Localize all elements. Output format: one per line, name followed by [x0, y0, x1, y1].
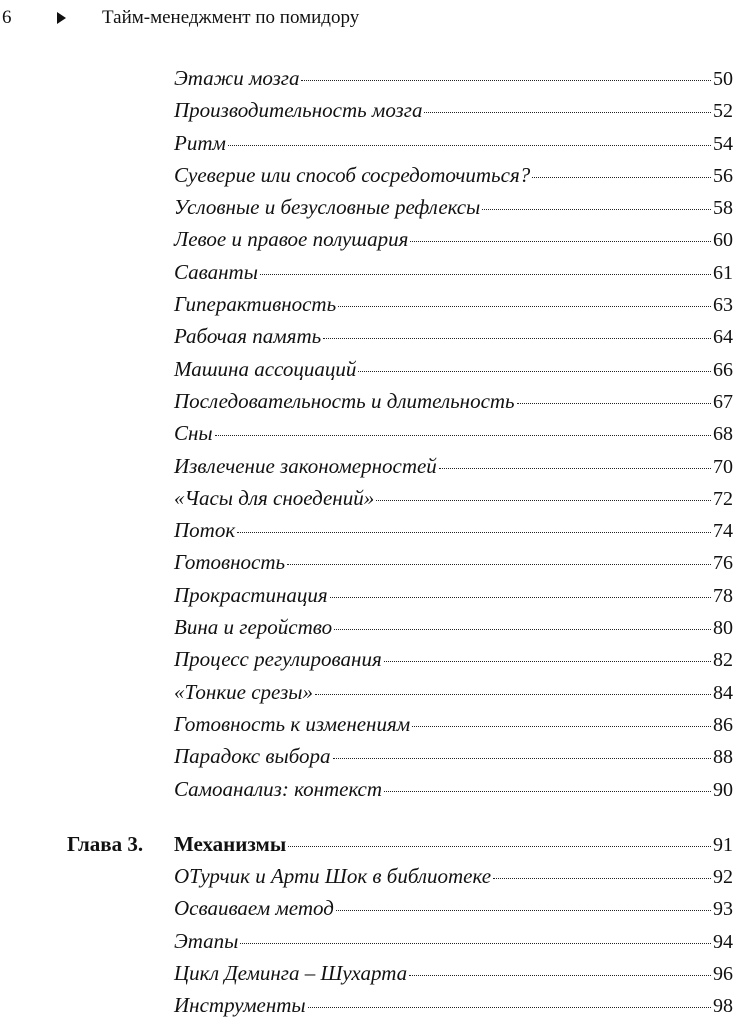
toc-entry-page: 70: [713, 455, 733, 478]
toc-entry-title: «Часы для сноедений»: [174, 485, 375, 510]
chapter-title: Механизмы: [174, 831, 287, 856]
toc-entry[interactable]: [0, 925, 742, 957]
page-number: 6: [2, 7, 12, 28]
dot-leader: [333, 758, 711, 759]
toc-entry[interactable]: [0, 514, 742, 546]
toc-entry-title: Готовность к изменениям: [174, 711, 411, 736]
toc-entry[interactable]: [0, 385, 742, 417]
toc-entry-page: 80: [713, 617, 733, 640]
dot-leader: [240, 943, 711, 944]
dot-leader: [532, 177, 711, 178]
toc-entry[interactable]: [0, 353, 742, 385]
toc-entry-title: Условные и безусловные рефлексы: [174, 195, 481, 220]
toc-entry-title: Производительность мозга: [174, 98, 423, 123]
dot-leader: [384, 791, 711, 792]
dot-leader: [384, 661, 711, 662]
toc-entry-title: «Тонкие срезы»: [174, 679, 314, 704]
toc-entry-title: Этапы: [174, 928, 239, 953]
toc-entry-title: Прокрастинация: [174, 582, 328, 607]
toc-entry[interactable]: [0, 288, 742, 320]
toc-entry-title: Осваиваем метод: [174, 896, 334, 921]
dot-leader: [288, 846, 711, 847]
toc-entry-page: 90: [713, 778, 733, 801]
dot-leader: [376, 500, 711, 501]
toc-entry-title: Этажи мозга: [174, 66, 300, 90]
toc-entry-page: 67: [713, 390, 733, 413]
toc-entry[interactable]: [0, 579, 742, 611]
toc-entry-page: 63: [713, 294, 733, 317]
running-title: Тайм-менеджмент по помидору: [102, 7, 360, 28]
toc-entry-page: 56: [713, 164, 733, 187]
toc-entry-title: Самоанализ: контекст: [174, 776, 383, 801]
dot-leader: [482, 209, 711, 210]
toc-entry[interactable]: [0, 546, 742, 578]
toc-entry-page: 66: [713, 358, 733, 381]
toc-entry-title: Ритм: [174, 130, 226, 155]
toc-entry-page: 60: [713, 229, 733, 252]
dot-leader: [439, 468, 711, 469]
toc-entry-title: Рабочая память: [174, 324, 322, 349]
toc-entry-title: Поток: [174, 518, 236, 543]
toc-entry-page: 78: [713, 584, 733, 607]
toc-entry-page: 76: [713, 552, 733, 575]
triangle-right-icon: [57, 12, 66, 24]
toc-entry-title: Левое и правое полушария: [174, 227, 409, 252]
toc-entry[interactable]: [0, 708, 742, 740]
toc-entry-page: 82: [713, 649, 733, 672]
toc-entry-title: Извлечение закономерностей: [174, 453, 437, 478]
toc-entry[interactable]: [0, 482, 742, 514]
dot-leader: [323, 338, 711, 339]
dot-leader: [517, 403, 711, 404]
dot-leader: [493, 878, 711, 879]
section-gap: [0, 805, 742, 828]
toc-entry[interactable]: [0, 450, 742, 482]
toc-entry-title: Парадокс выбора: [174, 744, 331, 769]
toc-entry-page: 61: [713, 261, 733, 284]
dot-leader: [330, 597, 711, 598]
dot-leader: [336, 910, 711, 911]
dot-leader: [301, 80, 711, 81]
toc-entry-page: 96: [713, 963, 733, 986]
toc-entry[interactable]: [0, 676, 742, 708]
dot-leader: [358, 371, 711, 372]
dot-leader: [410, 241, 711, 242]
dot-leader: [260, 274, 711, 275]
toc-entry-title: Готовность: [174, 550, 286, 575]
toc-entry-page: 94: [713, 930, 733, 953]
toc-entry-title: Вина и геройство: [174, 615, 333, 640]
toc-entry[interactable]: [0, 643, 742, 675]
toc-entry-page: 72: [713, 487, 733, 510]
toc-entry-page: 91: [713, 833, 733, 856]
toc-entry-title: Цикл Деминга – Шухарта: [174, 961, 408, 986]
toc-entry[interactable]: [0, 773, 742, 805]
toc-entry-title: Машина ассоциаций: [174, 356, 357, 381]
toc-entry[interactable]: [0, 94, 742, 126]
toc-entry[interactable]: [0, 611, 742, 643]
running-header: [0, 6, 742, 32]
toc-entry-page: 68: [713, 423, 733, 446]
toc-entry[interactable]: [0, 191, 742, 223]
toc-entry-page: 98: [713, 995, 733, 1018]
toc-entry-page: 52: [713, 100, 733, 123]
dot-leader: [287, 564, 711, 565]
chapter-label: Глава 3.: [67, 831, 144, 856]
toc-entry[interactable]: [0, 417, 742, 449]
toc-entry-page: 88: [713, 746, 733, 769]
toc-entry[interactable]: [0, 740, 742, 772]
toc-entry-page: 54: [713, 132, 733, 155]
toc-entry[interactable]: [0, 256, 742, 288]
toc-entry-title: Сны: [174, 421, 213, 446]
toc-entry[interactable]: [0, 892, 742, 924]
toc-entry-title: Саванты: [174, 259, 258, 284]
toc-entry[interactable]: [0, 62, 742, 94]
toc-entry-title: Последовательность и длительность: [174, 388, 515, 413]
toc-entry-page: 84: [713, 681, 733, 704]
toc-entry-page: 92: [713, 866, 733, 889]
toc-entry-title: Гиперактивность: [174, 292, 337, 317]
toc-entry-page: 50: [713, 68, 733, 90]
toc-entry-page: 64: [713, 326, 733, 349]
toc-entry[interactable]: [0, 957, 742, 989]
dot-leader: [412, 726, 711, 727]
dot-leader: [228, 145, 711, 146]
toc-entry[interactable]: [0, 223, 742, 255]
toc-entry[interactable]: [0, 320, 742, 352]
dot-leader: [338, 306, 711, 307]
dot-leader: [308, 1007, 711, 1008]
toc-entry[interactable]: [0, 989, 742, 1021]
dot-leader: [424, 112, 711, 113]
toc-entry-page: 86: [713, 713, 733, 736]
toc-entry-page: 93: [713, 898, 733, 921]
toc-entry-page: 58: [713, 197, 733, 220]
dot-leader: [334, 629, 711, 630]
toc-entry[interactable]: [0, 127, 742, 159]
dot-leader: [237, 532, 711, 533]
table-of-contents: [0, 62, 742, 1022]
toc-entry-title: ОТурчик и Арти Шок в библиотеке: [174, 864, 492, 889]
dot-leader: [315, 694, 711, 695]
toc-chapter-entry[interactable]: [0, 828, 742, 860]
toc-entry[interactable]: [0, 860, 742, 892]
dot-leader: [409, 975, 711, 976]
dot-leader: [215, 435, 711, 436]
toc-entry-title: Процесс регулирования: [174, 647, 382, 672]
toc-entry-page: 74: [713, 520, 733, 543]
toc-entry[interactable]: [0, 159, 742, 191]
toc-entry-title: Инструменты: [174, 993, 306, 1018]
toc-entry-title: Суеверие или способ сосредоточиться?: [174, 162, 531, 187]
